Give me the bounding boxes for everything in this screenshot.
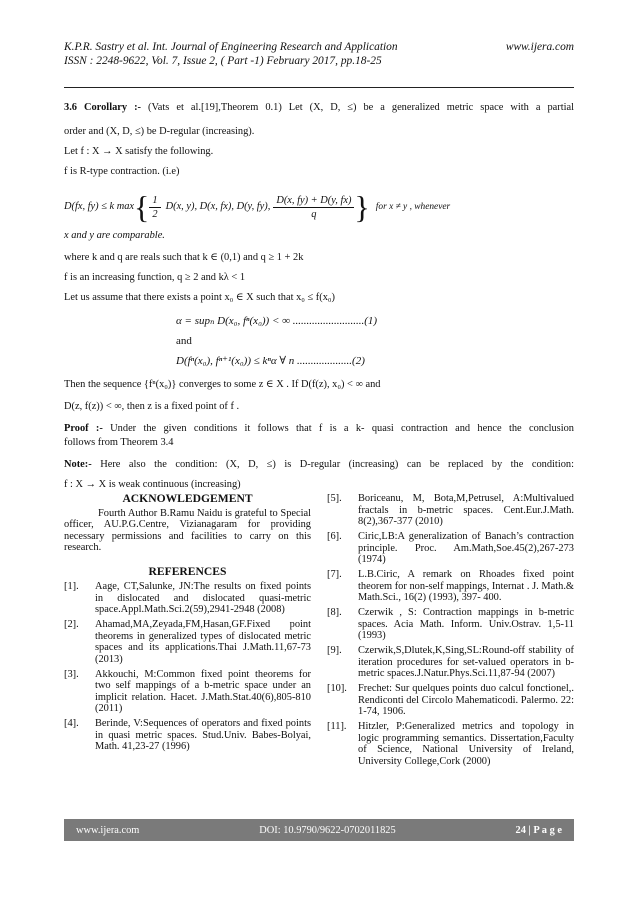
page-footer <box>64 819 574 841</box>
reference-number: [1]. <box>64 581 79 592</box>
journal-website[interactable]: www.ijera.com <box>505 41 574 53</box>
reference-number: [11]. <box>327 721 347 732</box>
reference-text: Boriceanu, M, Bota,M,Petrusel, A:Multivalued fractals in b-metric spaces. Cent.Eur.J.Math. 8(2),367-377 (2010) <box>358 493 574 527</box>
proof-paragraph: Proof :- Under the given conditions it follows that f is a k- quasi contraction and hence the conclusion <box>64 423 574 434</box>
footer-doi[interactable]: DOI: 10.9790/9622-0702011825 <box>259 824 396 836</box>
reference-number: [10]. <box>327 683 347 694</box>
equation-terms: D(x, y), D(x, fx), D(y, fy), <box>165 201 271 212</box>
equation-denominator: q <box>311 208 317 220</box>
reference-text: Hitzler, P:Generalized metrics and topology in logic programming semantics. Dissertation,Faculty of Science, National University of Ireland, University College,Cork (2000) <box>358 721 574 767</box>
reference-text: Aage, CT,Salunke, JN:The results on fixed points in dislocated and dislocated quasi-metric space.Appl.Math.Sci.2(59),2941-2948 (2008) <box>95 581 311 615</box>
reference-item <box>327 683 574 718</box>
corollary-line-3: Let f : X → X satisfy the following. <box>64 146 214 157</box>
reference-item <box>64 619 311 665</box>
reference-item <box>327 493 574 528</box>
reference-number: [6]. <box>327 531 342 542</box>
reference-text: Frechet: Sur quelques points duo calcul fonctionel,. Rendiconti del Circolo Mahematicodi. Palermo. 22: 1-74, 1906. <box>358 683 574 717</box>
corollary-line-8: Then the sequence {fⁿ(x₀)} converges to some z ∈ X . If D(f(z), x₀) < ∞ and <box>64 379 381 390</box>
reference-number: [3]. <box>64 668 79 680</box>
reference-text: Czerwik,S,Dlutek,K,Sing,SL:Round-off stability of iteration procedures for set-valued operators in b-metric spaces.J.Natur.Phys.Sci.11,87-94 (2007) <box>358 645 574 679</box>
footer-website[interactable]: www.ijera.com <box>76 824 140 836</box>
note-label: Note:- <box>64 459 92 470</box>
equation-2: D(fⁿ(x₀), fⁿ⁺¹(x₀)) ≤ kⁿα ∀ n ....................(2) <box>176 355 365 367</box>
reference-item <box>327 531 574 566</box>
reference-number: [4]. <box>64 718 79 729</box>
reference-number: [8]. <box>327 607 342 618</box>
footer-page-number: 24 | P a g e <box>515 824 562 836</box>
corollary-label: 3.6 Corollary :- <box>64 102 141 113</box>
reference-item <box>64 718 311 753</box>
equation-lhs: D(fx, fy) ≤ k max <box>64 201 135 212</box>
journal-citation: K.P.R. Sastry et al. Int. Journal of Engineering Research and Application <box>64 41 398 53</box>
references-list-right <box>327 493 574 767</box>
note-line-2: f : X → X is weak continuous (increasing) <box>64 479 241 490</box>
r-type-contraction-equation: D(fx, fy) ≤ k max { $\frac{1}{2}$ D(x, y), D(x, fx), D(y, fy), $\frac{D(x, fy) + D(y, fx)}{q}$ } for x ≠ y , whenever <box>64 189 451 225</box>
left-column <box>64 493 311 756</box>
note-paragraph: Note:- Here also the condition: (X, D, ≤) is D-regular (increasing) can be replaced by the condition: <box>64 459 574 470</box>
right-column <box>327 493 574 771</box>
reference-text: L.B.Ciric, A remark on Rhoades fixed point theorem for non-self mappings, Internat . J. Math.& Math.Sci., 16(2) (1993), 397- 400. <box>358 569 574 603</box>
reference-number: [5]. <box>327 493 342 504</box>
references-list-left <box>64 581 311 753</box>
reference-text: Ahamad,MA,Zeyada,FM,Hasan,GF.Fixed point theorems in generalized types of dislocated metric spaces and its applications.Thai J.Math.11,67-73 (2013) <box>95 619 311 665</box>
acknowledgement-heading: ACKNOWLEDGEMENT <box>122 492 253 505</box>
reference-text: Berinde, V:Sequences of operators and fixed points in quasi metric spaces. Stud.Univ. Babes-Bolyai, Math. 41,23-27 (1996) <box>95 718 311 752</box>
reference-number: [9]. <box>327 645 342 656</box>
equation-numerator: D(x, fy) + D(y, fx) <box>273 194 354 208</box>
reference-item <box>327 607 574 642</box>
corollary-line-1: 3.6 Corollary :- (Vats et al.[19],Theorem 0.1) Let (X, D, ≤) be a generalized metric space with a partial <box>64 102 574 113</box>
page-header <box>64 40 574 68</box>
corollary-line-9: D(z, f(z)) < ∞, then z is a fixed point of f . <box>64 401 240 412</box>
proof-line-2: follows from Theorem 3.4 <box>64 437 174 448</box>
reference-item <box>327 721 574 767</box>
corollary-line-6: f is an increasing function, q ≥ 2 and kλ < 1 <box>64 272 246 283</box>
references-heading: REFERENCES <box>148 564 227 578</box>
comparable-line: x and y are comparable. <box>64 230 165 241</box>
equation-condition: for x ≠ y , whenever <box>375 202 451 212</box>
proof-label: Proof :- <box>64 423 103 434</box>
reference-item <box>327 645 574 680</box>
reference-number: [2]. <box>64 619 79 630</box>
header-divider <box>64 87 574 88</box>
reference-item <box>64 669 311 715</box>
corollary-line-7: Let us assume that there exists a point x₀ ∈ X such that x₀ ≤ f(x₀) <box>64 292 335 303</box>
corollary-line-4: f is R-type contraction. (i.e) <box>64 166 180 177</box>
reference-text: Czerwik , S: Contraction mappings in b-metric spaces. Acia Math. Inform. Univ.Ostrav. 1,5-11 (1993) <box>358 607 574 641</box>
corollary-line-5: where k and q are reals such that k ∈ (0,1) and q ≥ 1 + 2k <box>64 252 304 263</box>
and-word: and <box>176 335 192 347</box>
reference-text: Akkouchi, M:Common fixed point theorems for two self mappings of a b-metric space under an implicit relation. Hacet. J.Math.Stat.40(6),805-810 (2011) <box>95 668 311 714</box>
equation-1: α = supₙ D(x₀, fⁿ(x₀)) < ∞ ..........................(1) <box>176 315 378 327</box>
reference-number: [7]. <box>327 569 342 580</box>
corollary-section <box>64 101 574 492</box>
reference-item <box>327 569 574 604</box>
issn-line: ISSN : 2248-9622, Vol. 7, Issue 2, ( Part -1) February 2017, pp.18-25 <box>64 55 382 67</box>
reference-text: Ciric,LB:A generalization of Banach’s contraction principle. Proc. Am.Math,Soe.45(2),267-273 (1974) <box>358 531 574 565</box>
reference-item <box>64 581 311 616</box>
acknowledgement-text: Fourth Author B.Ramu Naidu is grateful to Special officer, AU.P.G.Centre, Vizianagaram for providing necessary permissions and facilities to carry on this research. <box>64 507 311 553</box>
corollary-line-2: order and (X, D, ≤) be D-regular (increasing). <box>64 126 255 137</box>
